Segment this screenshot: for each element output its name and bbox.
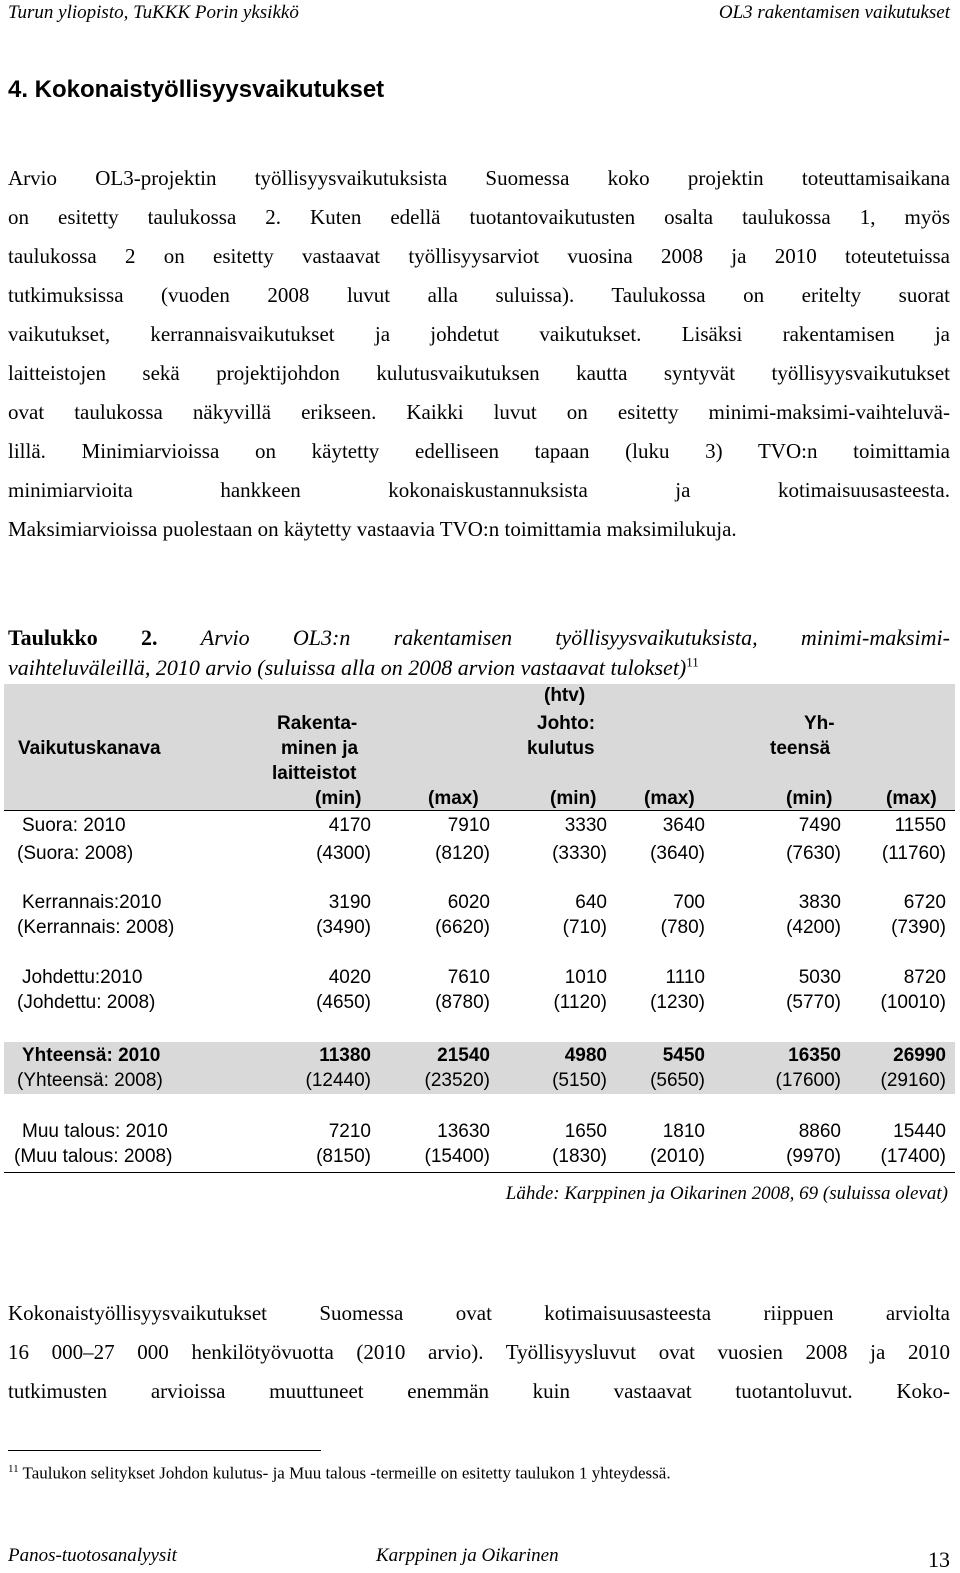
table-cell: 3190 (328, 892, 371, 913)
table-cell: 7490 (798, 815, 841, 836)
table-cell: 15440 (893, 1121, 946, 1142)
table-cell: 7210 (328, 1121, 371, 1142)
table-cell: 3830 (798, 892, 841, 913)
row-label: Suora: 2010 (22, 815, 126, 836)
col-header-rakentaminen: Rakenta- (277, 713, 358, 734)
table-cell: (3640) (650, 843, 705, 864)
table-cell: (10010) (880, 992, 946, 1013)
table-cell: 1650 (564, 1121, 607, 1142)
intro-line: tutkimuksissa (vuoden 2008 luvut alla suluissa). Taulukossa on eritelty suorat (8, 283, 950, 307)
table-cell: (23520) (424, 1070, 490, 1091)
table-cell: 7910 (447, 815, 490, 836)
intro-line: lillä. Minimiarvioissa on käytetty edelliseen tapaan (luku 3) TVO:n toimittamia (8, 439, 950, 463)
table-cell: (8150) (316, 1146, 371, 1167)
intro-line: Arvio OL3-projektin työllisyysvaikutuksista Suomessa koko projektin toteuttamisaikana (8, 166, 950, 190)
section-title: 4. Kokonaistyöllisyysvaikutukset (8, 76, 385, 103)
row-label: (Suora: 2008) (17, 843, 134, 864)
row-label: (Kerrannais: 2008) (17, 917, 175, 938)
table-cell: 6720 (903, 892, 946, 913)
body-line: 16 000–27 000 henkilötyövuotta (2010 arvio). Työllisyysluvut ovat vuosien 2008 ja 2010 (8, 1340, 950, 1364)
body-line: Kokonaistyöllisyysvaikutukset Suomessa ovat kotimaisuusasteesta riippuen arviolta (8, 1301, 950, 1325)
table-cell: (6620) (435, 917, 490, 938)
row-label: Kerrannais:2010 (22, 892, 162, 913)
col-header-yhteensa: Yh- (804, 713, 835, 734)
row-label: (Johdettu: 2008) (17, 992, 156, 1013)
table-cell: (8780) (435, 992, 490, 1013)
table-cell: (4200) (786, 917, 841, 938)
footnote (8, 1463, 671, 1484)
table-cell: (5770) (786, 992, 841, 1013)
col-sub-header: (min) (315, 788, 362, 809)
table-cell: (4650) (316, 992, 371, 1013)
table-cell: (5650) (650, 1070, 705, 1091)
table-cell: (8120) (435, 843, 490, 864)
table-cell: 26990 (893, 1045, 946, 1066)
table-unit: (htv) (544, 685, 586, 706)
table-cell: 4170 (328, 815, 371, 836)
col-sub-header: (min) (550, 788, 597, 809)
table-cell: (4300) (316, 843, 371, 864)
table-cell: 5030 (798, 967, 841, 988)
table-cell: (7630) (786, 843, 841, 864)
table-cell: (12440) (305, 1070, 371, 1091)
table-cell: (1120) (553, 992, 607, 1013)
col-header-rakentaminen: laitteistot (272, 763, 357, 784)
row-label: (Yhteensä: 2008) (17, 1070, 163, 1091)
col-sub-header: (min) (786, 788, 833, 809)
table-cell: 3640 (662, 815, 705, 836)
table-cell: (3490) (316, 917, 371, 938)
caption-label: Taulukko 2. (8, 625, 158, 650)
table-cell: (9970) (786, 1146, 841, 1167)
col-sub-header: (max) (428, 788, 479, 809)
table-cell: (17600) (775, 1070, 841, 1091)
page-number: 13 (928, 1547, 950, 1572)
table-cell: 6020 (447, 892, 490, 913)
col-sub-header: (max) (644, 788, 695, 809)
table-cell: (1230) (650, 992, 705, 1013)
table-cell: 640 (575, 892, 607, 913)
intro-line: laitteistojen sekä projektijohdon kulutusvaikutuksen kautta syntyvät työllisyysvaikutukset (8, 361, 950, 385)
col-header-johto: kulutus (527, 738, 595, 759)
footnote-number: 11 (8, 1463, 19, 1475)
row-label: (Muu talous: 2008) (14, 1146, 173, 1167)
table-cell: 16350 (788, 1045, 841, 1066)
footnote-text: Taulukon selitykset Johdon kulutus- ja Muu talous -termeille on esitetty taulukon 1 yhteydessä. (22, 1463, 671, 1483)
table-cell: 11380 (319, 1045, 371, 1066)
table-cell: 11550 (894, 815, 946, 836)
table-cell: 1810 (662, 1121, 705, 1142)
page-footer (0, 1543, 960, 1572)
table-cell: 5450 (662, 1045, 705, 1066)
table-cell: (710) (562, 917, 607, 938)
intro-line: on esitetty taulukossa 2. Kuten edellä tuotantovaikutusten osalta taulukossa 1, myös (8, 205, 950, 229)
col-header-yhteensa: teensä (770, 738, 831, 759)
table-cell: (15400) (424, 1146, 490, 1167)
table-cell: (780) (660, 917, 705, 938)
row-label: Johdettu:2010 (22, 967, 143, 988)
table-cell: (17400) (880, 1146, 946, 1167)
table-cell: 700 (673, 892, 705, 913)
row-label: Yhteensä: 2010 (22, 1045, 161, 1066)
intro-line: minimiarvioita hankkeen kokonaiskustannuksista ja kotimaisuusasteesta. (8, 478, 950, 502)
page-header (0, 0, 960, 34)
table-cell: (5150) (552, 1070, 607, 1091)
table-cell: 1110 (665, 967, 705, 988)
col-sub-header: (max) (886, 788, 937, 809)
table-cell: 3330 (564, 815, 607, 836)
footer-left-text: Panos-tuotosanalyysit (8, 1545, 177, 1566)
table-cell: 8860 (798, 1121, 841, 1142)
table-cell: 13630 (437, 1121, 490, 1142)
col-header-vaikutuskanava: Vaikutuskanava (18, 738, 161, 759)
intro-line: taulukossa 2 on esitetty vastaavat työllisyysarviot vuosina 2008 ja 2010 toteutetuissa (8, 244, 950, 268)
header-left-text: Turun yliopisto, TuKKK Porin yksikkö (8, 2, 299, 23)
intro-line: Maksimiarvioissa puolestaan on käytetty vastaavia TVO:n toimittamia maksimilukuja. (8, 517, 737, 541)
table-source: Lähde: Karppinen ja Oikarinen 2008, 69 (suluissa olevat) (505, 1183, 948, 1204)
table-cell: 4980 (564, 1045, 607, 1066)
table-cell: 1010 (564, 967, 607, 988)
header-right-text: OL3 rakentamisen vaikutukset (718, 2, 950, 23)
intro-line: ovat taulukossa näkyvillä erikseen. Kaikki luvut on esitetty minimi-maksimi-vaihteluvä- (8, 400, 950, 424)
body-line: tutkimusten arvioissa muuttuneet enemmän kuin vastaavat tuotantoluvut. Koko- (8, 1379, 950, 1403)
intro-paragraph (8, 159, 950, 549)
col-header-rakentaminen: minen ja (281, 738, 359, 759)
table-cell: 4020 (328, 967, 371, 988)
footnote-rule (8, 1450, 321, 1451)
table-cell: (29160) (880, 1070, 946, 1091)
table-cell: 7610 (447, 967, 490, 988)
intro-line: vaikutukset, kerrannaisvaikutukset ja johdetut vaikutukset. Lisäksi rakentamisen ja (8, 322, 950, 346)
table-cell: (7390) (891, 917, 946, 938)
table-cell: 21540 (437, 1045, 490, 1066)
table-cell: (3330) (552, 843, 607, 864)
table-bottom-rule (4, 1172, 955, 1173)
col-header-johto: Johto: (537, 713, 596, 734)
table-cell: (2010) (650, 1146, 705, 1167)
row-label: Muu talous: 2010 (22, 1121, 168, 1142)
table-cell: (1830) (552, 1146, 607, 1167)
table-cell: (11760) (881, 843, 946, 864)
footer-center-text: Karppinen ja Oikarinen (376, 1545, 559, 1566)
caption-line-1: Arvio OL3:n rakentamisen työllisyysvaikutuksista, minimi-maksimi- (200, 625, 950, 650)
table-caption (8, 623, 950, 683)
body-paragraph (8, 1294, 950, 1411)
caption-line-2: vaihteluväleillä, 2010 arvio (suluissa alla on 2008 arvion vastaavat tulokset) (8, 655, 687, 680)
caption-footnote-ref: 11 (686, 654, 699, 670)
table-cell: 8720 (903, 967, 946, 988)
